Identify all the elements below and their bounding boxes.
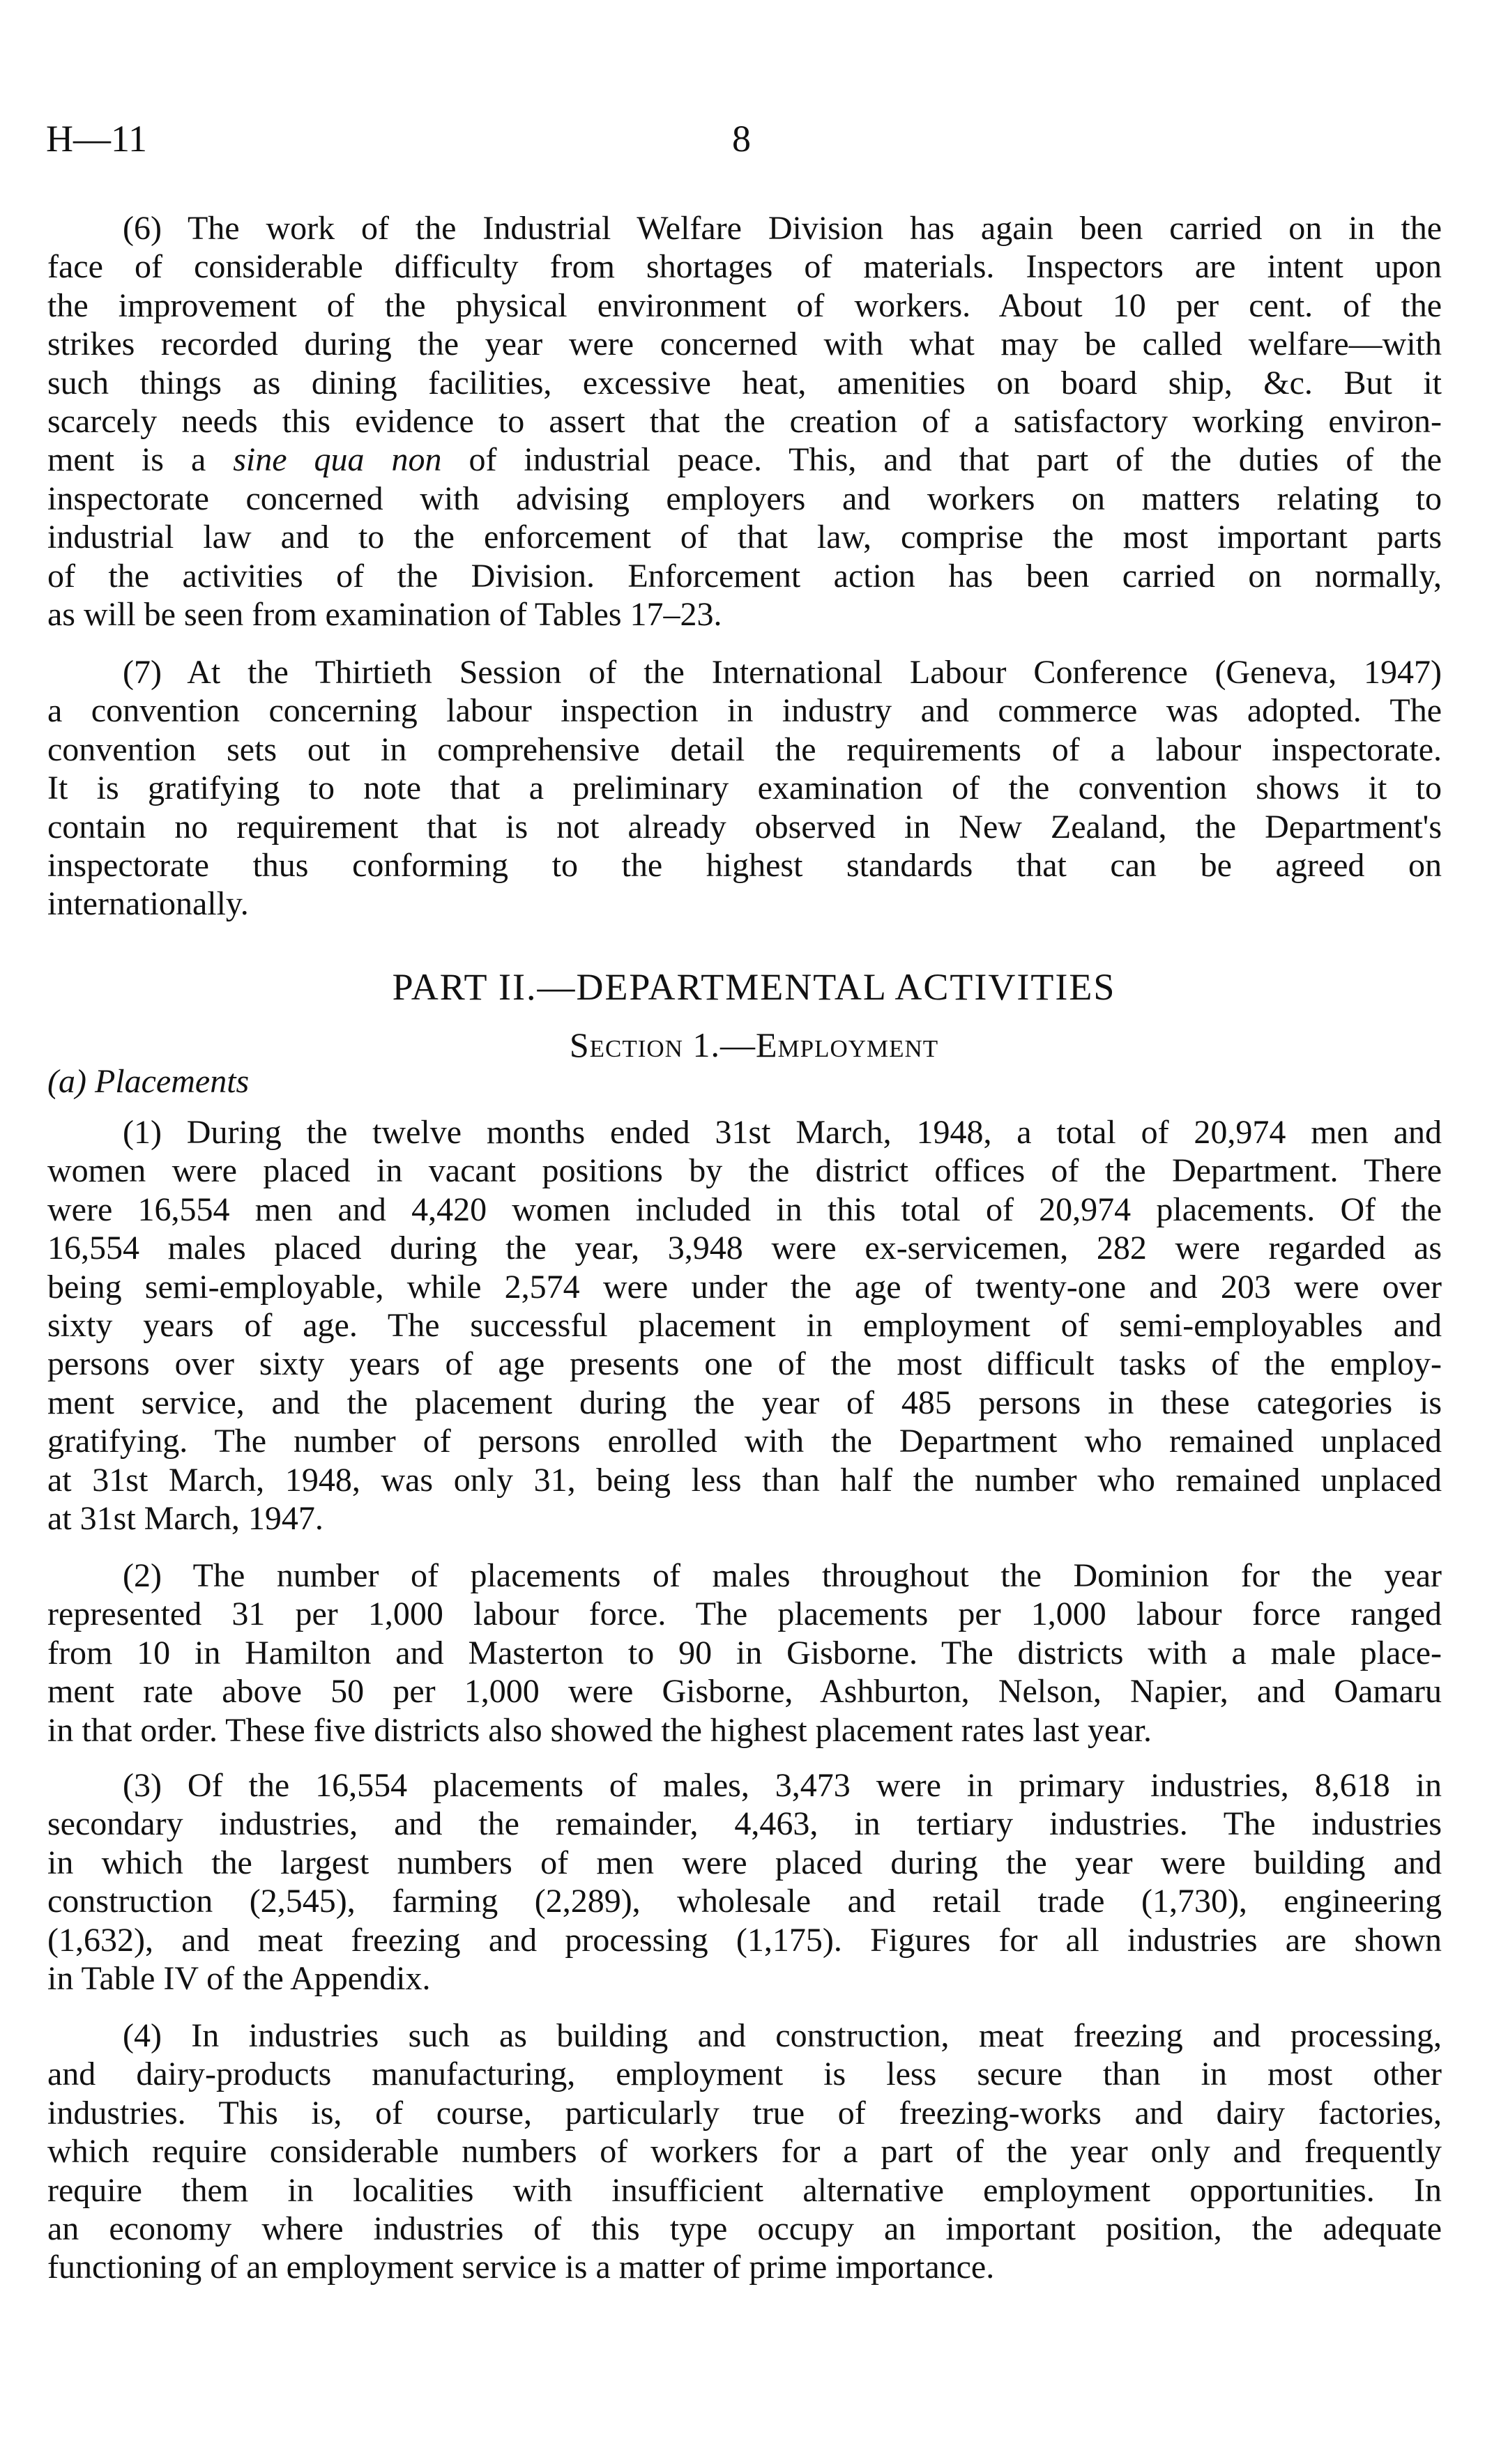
text-line: (3) Of the 16,554 placements of males, 3,473 were in primary industries, 8,618 in — [123, 1767, 1442, 1804]
text-line: sixty years of age. The successful placement in employment of semi-employables and — [47, 1306, 1442, 1344]
text-line: 16,554 males placed during the year, 3,948 were ex-servicemen, 282 were regarded as — [47, 1230, 1442, 1267]
text-line: of the activities of the Division. Enforcement action has been carried on normally, — [47, 557, 1442, 595]
text-line: construction (2,545), farming (2,289), wholesale and retail trade (1,730), engineering — [47, 1883, 1442, 1920]
text-line: in Table IV of the Appendix. — [47, 1959, 431, 1997]
text-line: ment service, and the placement during the year of 485 persons in these categories is — [47, 1384, 1442, 1421]
text-line: such things as dining facilities, excessive heat, amenities on board ship, &c. But it — [47, 364, 1442, 401]
text-line: as will be seen from examination of Tables 17–23. — [47, 595, 722, 633]
text-line: convention sets out in comprehensive detail the requirements of a labour inspectorate. — [47, 730, 1442, 768]
paragraph-3 — [47, 1766, 1442, 1998]
page-number: 8 — [732, 118, 751, 160]
text-line: which require considerable numbers of workers for a part of the year only and frequently — [47, 2133, 1442, 2171]
text-line: industries. This is, of course, particularly true of freezing-works and dairy factories, — [47, 2094, 1442, 2132]
text-line: It is gratifying to note that a preliminary examination of the convention shows it to — [47, 770, 1442, 807]
italic-phrase: sine qua non — [233, 441, 442, 479]
paragraph-4 — [47, 2017, 1442, 2287]
text-line: were 16,554 men and 4,420 women included in this total of 20,974 placements. Of the — [47, 1191, 1442, 1228]
text-line: (2) The number of placements of males throughout the Dominion for the year — [123, 1557, 1442, 1594]
text-line: at 31st March, 1948, was only 31, being less than half the number who remained unplaced — [47, 1461, 1442, 1499]
text-line: women were placed in vacant positions by the district offices of the Department. There — [47, 1152, 1442, 1190]
part-heading: PART II.—DEPARTMENTAL ACTIVITIES — [392, 966, 1116, 1008]
text-line: being semi-employable, while 2,574 were under the age of twenty-one and 203 were over — [47, 1268, 1442, 1306]
text-line: and dairy-products manufacturing, employment is less secure than in most other — [47, 2056, 1442, 2093]
text-line: (1) During the twelve months ended 31st March, 1948, a total of 20,974 men and — [123, 1114, 1442, 1151]
text-line: internationally. — [47, 885, 249, 923]
text-line: inspectorate thus conforming to the highest standards that can be agreed on — [47, 846, 1442, 884]
text-line: persons over sixty years of age presents one of the most difficult tasks of the employ- — [47, 1345, 1442, 1383]
text-line: contain no requirement that is not already observed in New Zealand, the Department's — [47, 808, 1442, 845]
paragraph-1 — [47, 1113, 1442, 1538]
text-line: (1,632), and meat freezing and processing (1,175). Figures for all industries are shown — [47, 1921, 1442, 1959]
paragraph-7 — [47, 653, 1442, 924]
section-heading: Section 1.—Employment — [569, 1025, 939, 1064]
text-line: face of considerable difficulty from shortages of materials. Inspectors are intent upon — [47, 248, 1442, 286]
text-line: ment rate above 50 per 1,000 were Gisborne, Ashburton, Nelson, Napier, and Oamaru — [47, 1673, 1442, 1711]
text-line: functioning of an employment service is a matter of prime importance. — [47, 2249, 995, 2286]
text-line: at 31st March, 1947. — [47, 1499, 323, 1537]
text-line: the improvement of the physical environment of workers. About 10 per cent. of the — [47, 286, 1442, 324]
text-line: an economy where industries of this type occupy an important position, the adequate — [47, 2210, 1442, 2247]
text-line: require them in localities with insufficient alternative employment opportunities. In — [47, 2171, 1442, 2209]
text-line: secondary industries, and the remainder, 4,463, in tertiary industries. The industries — [47, 1805, 1442, 1843]
text-line: in which the largest numbers of men were placed during the year were building and — [47, 1844, 1442, 1881]
text-line: represented 31 per 1,000 labour force. The placements per 1,000 labour force ranged — [47, 1596, 1442, 1633]
text-line: (6) The work of the Industrial Welfare Division has again been carried on in the — [123, 210, 1442, 247]
text-line: gratifying. The number of persons enrolled with the Department who remained unplaced — [47, 1423, 1442, 1460]
text-line: a convention concerning labour inspection in industry and commerce was adopted. The — [47, 692, 1442, 730]
document-reference: H—11 — [46, 118, 147, 160]
text-line: ment is a sine qua non of industrial peace. This, and that part of the duties of the — [47, 441, 1442, 479]
paragraph-6 — [47, 209, 1442, 634]
paragraph-2 — [47, 1556, 1442, 1750]
text-line: strikes recorded during the year were concerned with what may be called welfare—with — [47, 326, 1442, 363]
text-line: (7) At the Thirtieth Session of the International Labour Conference (Geneva, 1947) — [123, 654, 1442, 691]
text-line: in that order. These five districts also showed the highest placement rates last year. — [47, 1711, 1152, 1749]
text-line: (4) In industries such as building and construction, meat freezing and processing, — [123, 2017, 1442, 2054]
sub-heading-placements: (a) Placements — [47, 1063, 250, 1100]
text-line: inspectorate concerned with advising employers and workers on matters relating to — [47, 480, 1442, 517]
text-line: industrial law and to the enforcement of that law, comprise the most important parts — [47, 519, 1442, 556]
text-line: scarcely needs this evidence to assert that the creation of a satisfactory working environ- — [47, 402, 1442, 440]
text-line: from 10 in Hamilton and Masterton to 90 in Gisborne. The districts with a male place- — [47, 1634, 1442, 1671]
